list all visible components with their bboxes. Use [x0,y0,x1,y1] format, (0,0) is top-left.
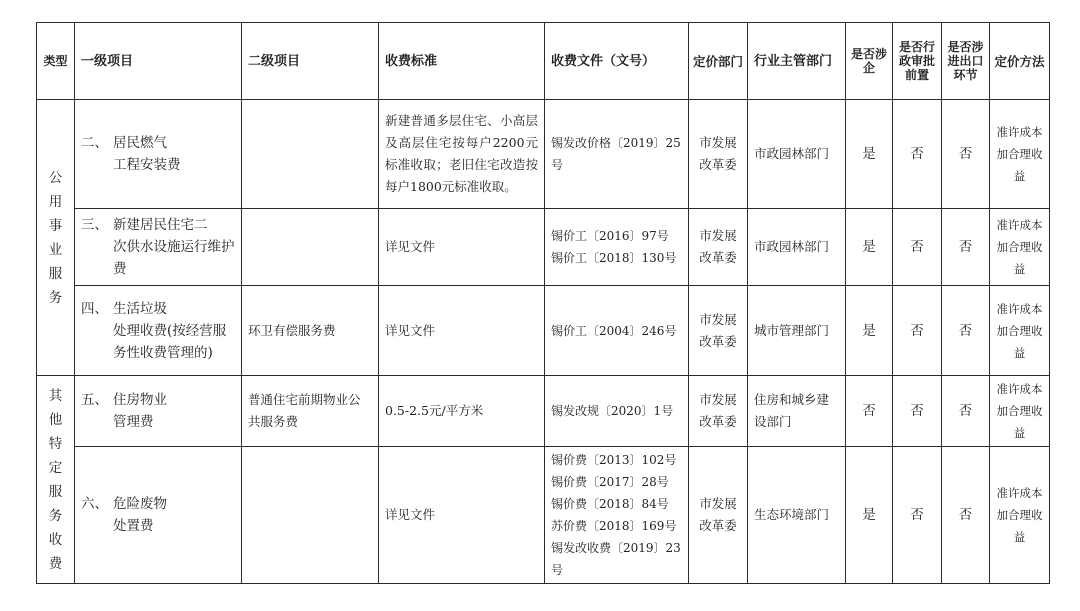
industry-dept: 住房和城乡建设部门 [748,376,846,447]
fee-document: 锡价费〔2013〕102号 锡价费〔2017〕28号 锡价费〔2018〕84号 苏价费〔2018〕169号 锡发改收费〔2019〕23号 [545,447,689,584]
pricing-method: 准许成本加合理收益 [990,100,1050,209]
fee-standard: 详见文件 [379,286,545,376]
table-row [37,376,1050,447]
table-row [37,100,1050,209]
header-industry-dept: 行业主管部门 [748,23,846,100]
pricing-method: 准许成本加合理收益 [990,286,1050,376]
industry-dept: 市政园林部门 [748,209,846,286]
level1-item: 四、 生活垃圾 处理收费(按经营服务性收费管理的) [75,286,242,376]
pricing-method: 准许成本加合理收益 [990,376,1050,447]
level1-item: 六、 危险废物 处置费 [75,447,242,584]
import-export: 否 [942,209,990,286]
involves-enterprise: 是 [846,100,893,209]
import-export: 否 [942,100,990,209]
table-row [37,209,1050,286]
fee-schedule-table [36,22,1050,584]
fee-document: 锡价工〔2016〕97号 锡价工〔2018〕130号 [545,209,689,286]
involves-enterprise: 是 [846,209,893,286]
header-standard: 收费标准 [379,23,545,100]
fee-standard: 详见文件 [379,447,545,584]
admin-approval: 否 [893,209,942,286]
level1-item: 二、 居民燃气 工程安装费 [75,100,242,209]
level1-item: 三、 新建居民住宅二 次供水设施运行维护费 [75,209,242,286]
level2-item: 普通住宅前期物业公共服务费 [242,376,379,447]
fee-document: 锡发改规〔2020〕1号 [545,376,689,447]
fee-standard: 详见文件 [379,209,545,286]
import-export: 否 [942,376,990,447]
industry-dept: 城市管理部门 [748,286,846,376]
header-doc: 收费文件（文号） [545,23,689,100]
header-level1: 一级项目 [75,23,242,100]
admin-approval: 否 [893,100,942,209]
fee-document: 锡价工〔2004〕246号 [545,286,689,376]
fee-document: 锡发改价格〔2019〕25号 [545,100,689,209]
pricing-dept: 市发展改革委 [689,376,748,447]
industry-dept: 市政园林部门 [748,100,846,209]
header-type: 类型 [37,23,75,100]
involves-enterprise: 是 [846,447,893,584]
fee-standard: 0.5-2.5元/平方米 [379,376,545,447]
header-admin-approval: 是否行政审批前置 [893,23,942,100]
fee-schedule-sheet [36,22,1050,584]
level2-item [242,100,379,209]
header-level2: 二级项目 [242,23,379,100]
header-import-export: 是否涉进出口环节 [942,23,990,100]
group-other-service: 其他特定服务收费 [37,376,75,584]
fee-standard: 新建普通多层住宅、小高层及高层住宅按每户2200元标准收取；老旧住宅改造按每户1800元标准收取。 [379,100,545,209]
admin-approval: 否 [893,376,942,447]
pricing-method: 准许成本加合理收益 [990,447,1050,584]
table-row [37,286,1050,376]
level1-item: 五、 住房物业 管理费 [75,376,242,447]
import-export: 否 [942,447,990,584]
level2-item [242,209,379,286]
table-header [37,23,1050,100]
table-body [37,100,1050,584]
group-public-service: 公用事业服务 [37,100,75,376]
involves-enterprise: 否 [846,376,893,447]
industry-dept: 生态环境部门 [748,447,846,584]
import-export: 否 [942,286,990,376]
pricing-method: 准许成本加合理收益 [990,209,1050,286]
table-row [37,447,1050,584]
involves-enterprise: 是 [846,286,893,376]
pricing-dept: 市发展改革委 [689,209,748,286]
pricing-dept: 市发展改革委 [689,286,748,376]
level2-item [242,447,379,584]
level2-item: 环卫有偿服务费 [242,286,379,376]
pricing-dept: 市发展改革委 [689,447,748,584]
header-pricing-dept: 定价部门 [689,23,748,100]
admin-approval: 否 [893,447,942,584]
pricing-dept: 市发展改革委 [689,100,748,209]
admin-approval: 否 [893,286,942,376]
header-pricing-method: 定价方法 [990,23,1050,100]
header-involves-enterprise: 是否涉企 [846,23,893,100]
